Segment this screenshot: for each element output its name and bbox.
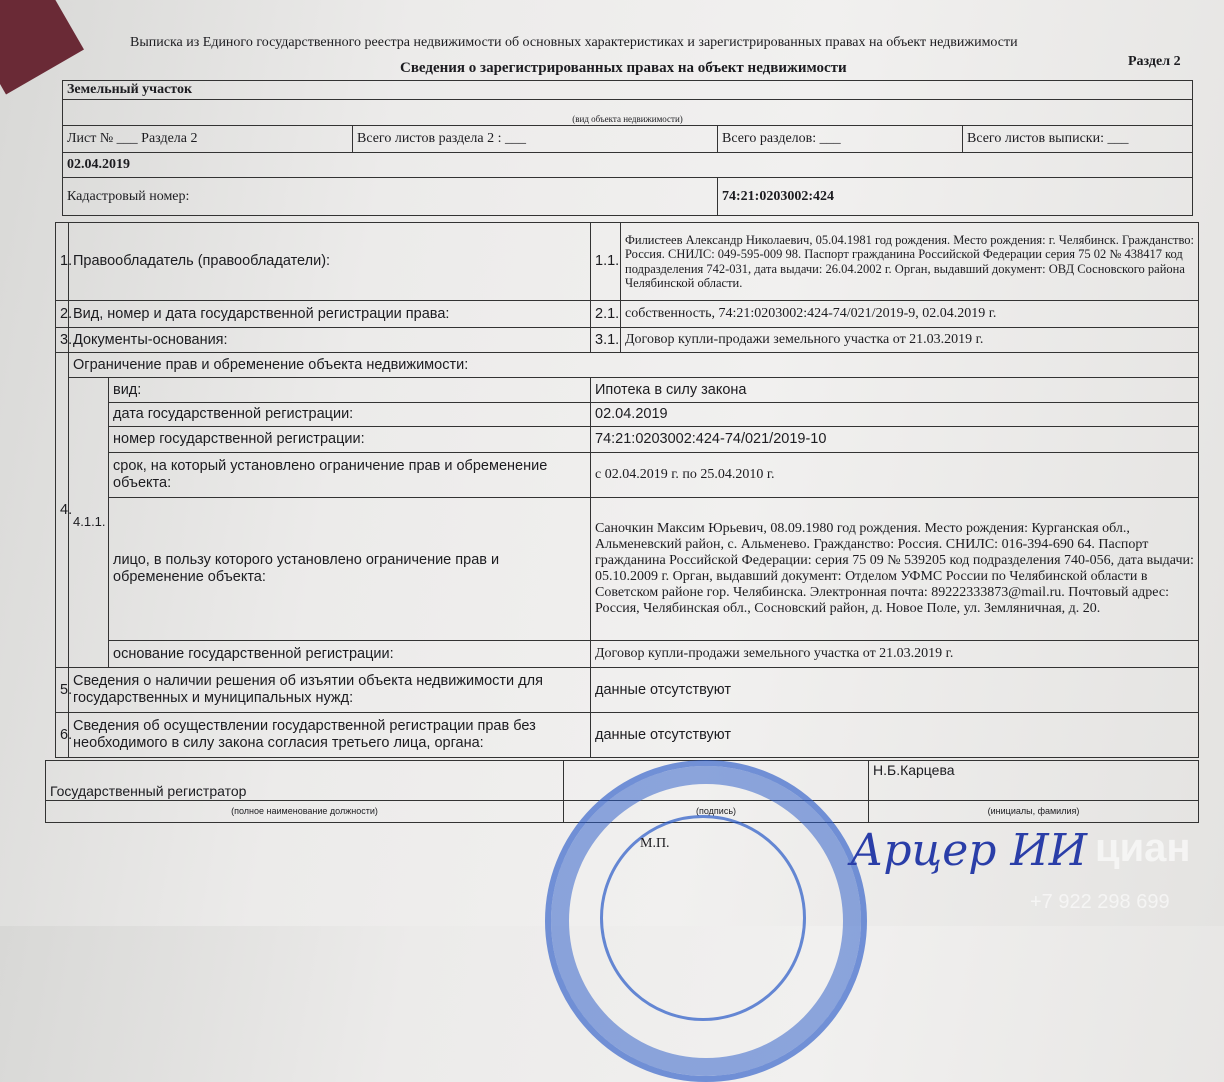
table-row (56, 403, 1199, 427)
row-number: 6. (56, 713, 69, 758)
document-title: Выписка из Единого государственного реестра недвижимости об основных характеристиках и зарегистрированных правах на объект недвижимости (130, 35, 1018, 50)
row-subnumber: 2.1. (591, 301, 621, 328)
encumbrance-type: Ипотека в силу закона (591, 378, 1199, 403)
row-subnumber: 1.1. (591, 223, 621, 301)
consent-info: данные отсутствуют (591, 713, 1199, 758)
table-row (56, 713, 1199, 758)
encumbrance-term: с 02.04.2019 г. по 25.04.2010 г. (591, 453, 1199, 498)
row-label: Документы-основания: (69, 328, 591, 353)
handwritten-signature: Арцер ИИ (850, 825, 1088, 876)
total-sheets: Всего листов выписки: ___ (963, 126, 1193, 153)
name-caption: (инициалы, фамилия) (869, 801, 1199, 823)
right-holder: Филистеев Александр Николаевич, 05.04.1981 год рождения. Место рождения: г. Челябинск. Гражданство: Россия. СНИЛС: 049-595-009 98. Паспорт гражданина Российской Федерации серия 75 02 № 438417 код подразделения 742-031, дата выдачи: 26.04.2002 г. Орган, выдавший документ: ОВД Сосновского района Челябинской области. (621, 223, 1199, 301)
row-label: Сведения о наличии решения об изъятии объекта недвижимости для государственных и муниципальных нужд: (69, 668, 591, 713)
extract-date: 02.04.2019 (63, 153, 1193, 178)
table-row (56, 498, 1199, 641)
section-label: Раздел 2 (1128, 54, 1181, 69)
document-subtitle: Сведения о зарегистрированных правах на объект недвижимости (400, 60, 847, 76)
object-type-caption: (вид объекта недвижимости) (63, 100, 1193, 126)
encumbrance-label: лицо, в пользу которого установлено ограничение прав и обременение объекта: (109, 498, 591, 641)
sheets-in-section: Всего листов раздела 2 : ___ (353, 126, 718, 153)
encumbrance-number: 74:21:0203002:424-74/021/2019-10 (591, 427, 1199, 453)
encumbrance-label: номер государственной регистрации: (109, 427, 591, 453)
row-number: 5. (56, 668, 69, 713)
table-row (56, 641, 1199, 668)
encumbrance-label: основание государственной регистрации: (109, 641, 591, 668)
row-label: Вид, номер и дата государственной регистрации права: (69, 301, 591, 328)
row-number: 2. (56, 301, 69, 328)
table-row (56, 353, 1199, 378)
cadastral-label: Кадастровый номер: (63, 178, 718, 216)
table-row (56, 668, 1199, 713)
row-label: Ограничение прав и обременение объекта недвижимости: (69, 353, 1199, 378)
sheet-number: Лист № ___ Раздела 2 (63, 126, 353, 153)
stamp-inner-ring (600, 815, 806, 1021)
registrar-name: Н.Б.Карцева (869, 761, 1199, 801)
rights-table (55, 222, 1199, 758)
row-number: 4. (56, 353, 69, 668)
encumbrance-beneficiary: Саночкин Максим Юрьевич, 08.09.1980 год рождения. Место рождения: Курганская обл., Альменевский район, с. Альменево. Гражданство: Россия. СНИЛС: 016-394-690 64. Паспорт гражданина Российской Федерации: серия 75 09 № 539205 код подразделения 740-056, дата выдачи: 05.10.2009 г. Орган, выдавший документ: Отделом УФМС России по Челябинской области в Советском районе гор. Челябинска. Электронная почта: 89222333873@mail.ru. Почтовый адрес: Россия, Челябинская обл., Сосновский район, д. Новое Поле, ул. Земляничная, д. 20. (591, 498, 1199, 641)
row-subnumber: 3.1. (591, 328, 621, 353)
cadastral-number: 74:21:0203002:424 (718, 178, 1193, 216)
row-number: 1. (56, 223, 69, 301)
row-label: Правообладатель (правообладатели): (69, 223, 591, 301)
signature-caption: (подпись) (564, 801, 869, 823)
encumbrance-basis: Договор купли-продажи земельного участка от 21.03.2019 г. (591, 641, 1199, 668)
table-row (56, 427, 1199, 453)
encumbrance-label: срок, на который установлено ограничение прав и обременение объекта: (109, 453, 591, 498)
table-row (56, 453, 1199, 498)
basis-documents: Договор купли-продажи земельного участка от 21.03.2019 г. (621, 328, 1199, 353)
position-caption: (полное наименование должности) (46, 801, 564, 823)
row-label: Сведения об осуществлении государственной регистрации прав без необходимого в силу закона согласия третьего лица, органа: (69, 713, 591, 758)
registrar-position: Государственный регистратор (46, 761, 564, 801)
table-row (56, 378, 1199, 403)
table-row (56, 328, 1199, 353)
seizure-info: данные отсутствуют (591, 668, 1199, 713)
watermark-logo: циан (1095, 826, 1191, 870)
row-subnumber: 4.1.1. (69, 378, 109, 668)
table-row (56, 223, 1199, 301)
object-info-table (62, 80, 1193, 216)
object-type: Земельный участок (63, 81, 1193, 100)
table-row (56, 301, 1199, 328)
encumbrance-label: вид: (109, 378, 591, 403)
seal-label: М.П. (640, 836, 670, 851)
watermark-phone: +7 922 298 699 (1030, 891, 1170, 913)
registration-right: собственность, 74:21:0203002:424-74/021/2019-9, 02.04.2019 г. (621, 301, 1199, 328)
encumbrance-label: дата государственной регистрации: (109, 403, 591, 427)
encumbrance-date: 02.04.2019 (591, 403, 1199, 427)
row-number: 3. (56, 328, 69, 353)
total-sections: Всего разделов: ___ (718, 126, 963, 153)
